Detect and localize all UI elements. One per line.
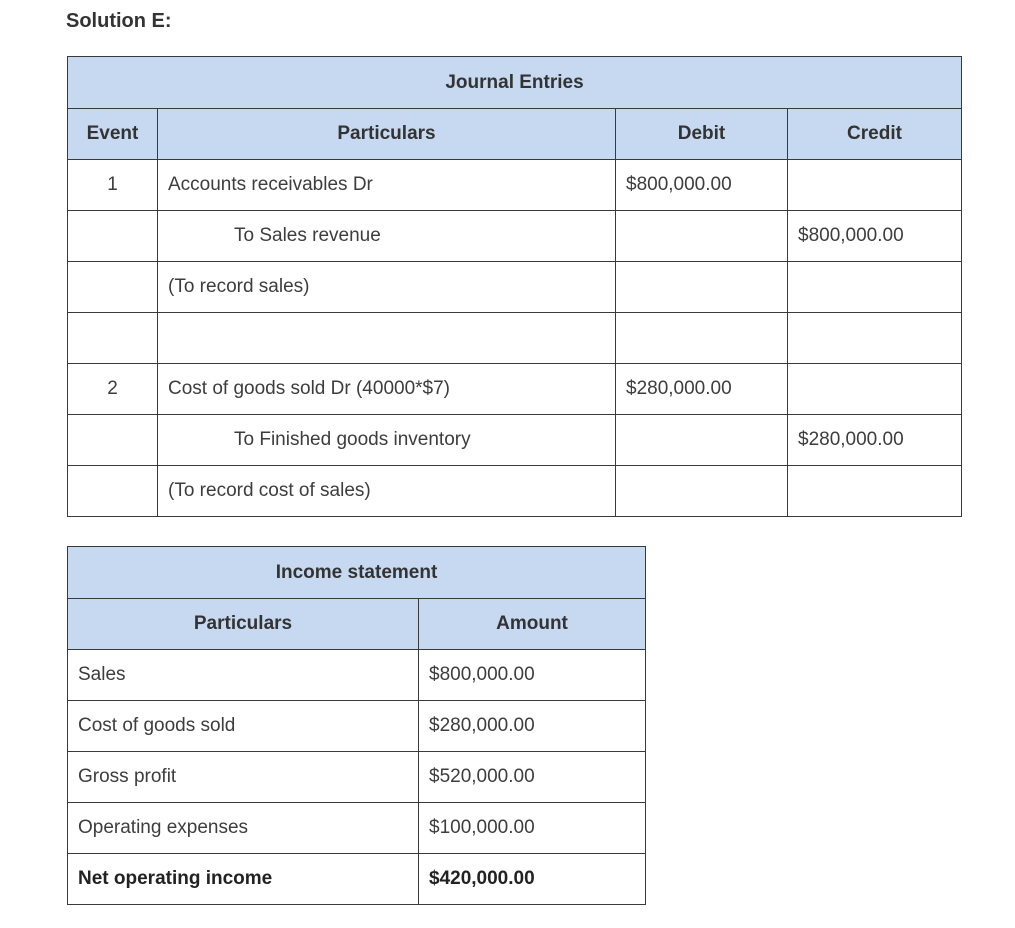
journal-debit-cell: $280,000.00 bbox=[616, 364, 788, 415]
journal-credit-cell: $280,000.00 bbox=[788, 415, 962, 466]
income-amount-cell: $280,000.00 bbox=[419, 701, 646, 752]
income-header-particulars: Particulars bbox=[68, 599, 419, 650]
journal-header-particulars: Particulars bbox=[158, 109, 616, 160]
journal-header-debit: Debit bbox=[616, 109, 788, 160]
journal-event-cell bbox=[68, 211, 158, 262]
income-row bbox=[68, 752, 646, 803]
journal-credit-cell bbox=[788, 160, 962, 211]
journal-event-cell bbox=[68, 313, 158, 364]
journal-debit-cell bbox=[616, 466, 788, 517]
income-header-amount: Amount bbox=[419, 599, 646, 650]
income-particulars-cell: Sales bbox=[68, 650, 419, 701]
journal-row bbox=[68, 364, 962, 415]
journal-event-cell: 2 bbox=[68, 364, 158, 415]
journal-row bbox=[68, 313, 962, 364]
journal-credit-cell: $800,000.00 bbox=[788, 211, 962, 262]
income-row bbox=[68, 803, 646, 854]
income-particulars-cell: Operating expenses bbox=[68, 803, 419, 854]
journal-particulars-cell: (To record sales) bbox=[158, 262, 616, 313]
journal-entries-table bbox=[67, 56, 962, 517]
journal-title-row bbox=[68, 57, 962, 109]
solution-title: Solution E: bbox=[66, 10, 172, 32]
journal-particulars-cell: To Finished goods inventory bbox=[158, 415, 616, 466]
income-row bbox=[68, 701, 646, 752]
income-amount-cell: $420,000.00 bbox=[419, 854, 646, 905]
journal-particulars-cell: Accounts receivables Dr bbox=[158, 160, 616, 211]
journal-row bbox=[68, 415, 962, 466]
journal-debit-cell bbox=[616, 211, 788, 262]
journal-particulars-cell: Cost of goods sold Dr (40000*$7) bbox=[158, 364, 616, 415]
journal-row bbox=[68, 160, 962, 211]
journal-debit-cell bbox=[616, 262, 788, 313]
journal-row bbox=[68, 211, 962, 262]
income-row bbox=[68, 650, 646, 701]
journal-credit-cell bbox=[788, 364, 962, 415]
journal-event-cell bbox=[68, 415, 158, 466]
income-title: Income statement bbox=[68, 547, 646, 599]
income-amount-cell: $100,000.00 bbox=[419, 803, 646, 854]
income-particulars-cell: Gross profit bbox=[68, 752, 419, 803]
journal-event-cell: 1 bbox=[68, 160, 158, 211]
journal-header-event: Event bbox=[68, 109, 158, 160]
journal-header-credit: Credit bbox=[788, 109, 962, 160]
journal-credit-cell bbox=[788, 262, 962, 313]
journal-header-row bbox=[68, 109, 962, 160]
journal-credit-cell bbox=[788, 313, 962, 364]
income-header-row bbox=[68, 599, 646, 650]
journal-event-cell bbox=[68, 466, 158, 517]
journal-row bbox=[68, 262, 962, 313]
journal-event-cell bbox=[68, 262, 158, 313]
income-particulars-cell: Net operating income bbox=[68, 854, 419, 905]
income-statement-table bbox=[67, 546, 646, 905]
journal-title: Journal Entries bbox=[68, 57, 962, 109]
journal-credit-cell bbox=[788, 466, 962, 517]
journal-debit-cell: $800,000.00 bbox=[616, 160, 788, 211]
journal-debit-cell bbox=[616, 313, 788, 364]
journal-particulars-cell: To Sales revenue bbox=[158, 211, 616, 262]
journal-particulars-cell: (To record cost of sales) bbox=[158, 466, 616, 517]
journal-debit-cell bbox=[616, 415, 788, 466]
income-particulars-cell: Cost of goods sold bbox=[68, 701, 419, 752]
journal-row bbox=[68, 466, 962, 517]
income-title-row bbox=[68, 547, 646, 599]
income-total-row bbox=[68, 854, 646, 905]
income-amount-cell: $800,000.00 bbox=[419, 650, 646, 701]
journal-particulars-cell bbox=[158, 313, 616, 364]
income-amount-cell: $520,000.00 bbox=[419, 752, 646, 803]
